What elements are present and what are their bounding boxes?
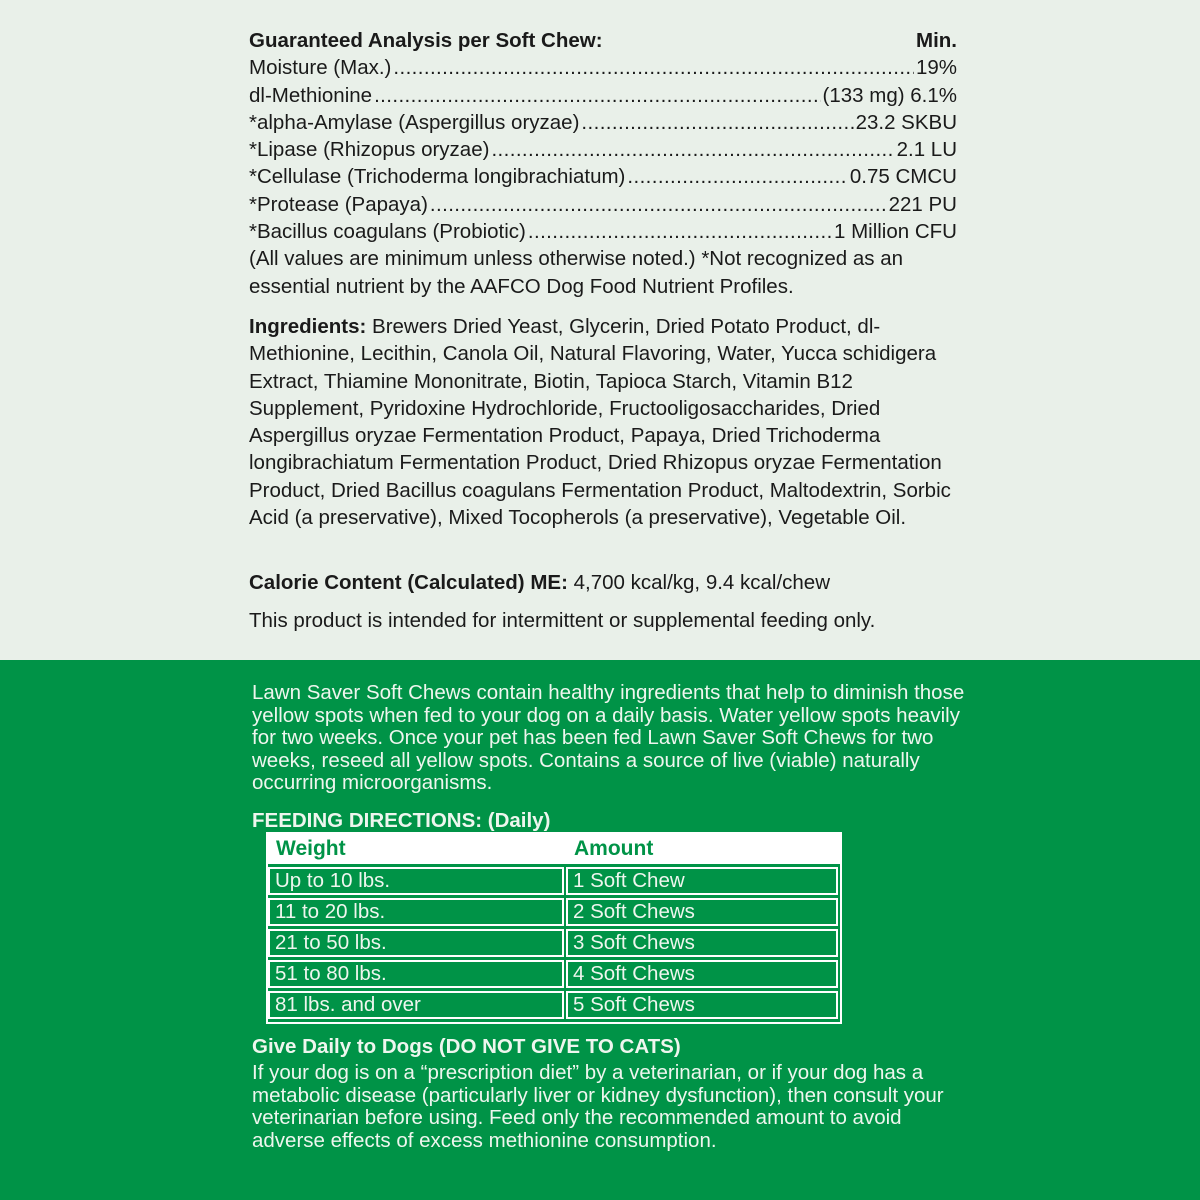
analysis-note: (All values are minimum unless otherwise noted.) *Not recognized as an essential nutrient by the AAFCO Dog Food Nutrient Profiles.: [249, 247, 904, 298]
guaranteed-analysis: [249, 27, 957, 300]
dot-leader: [393, 54, 914, 81]
analysis-header: [249, 27, 957, 54]
analysis-name: *Lipase (Rhizopus oryzae): [249, 138, 490, 162]
ingredients-paragraph: [249, 313, 959, 531]
ingredients-text: Brewers Dried Yeast, Glycerin, Dried Potato Product, dl-Methionine, Lecithin, Canola Oil, Natural Flavoring, Water, Yucca schidigera Extract, Thiamine Mononitrate, Biotin, Tapioca Starch, Vitamin B12 Supplement, Pyridoxine Hydrochloride, Fructooligosaccharides, Dried Aspergillus oryzae Fermentation Product, Papaya, Dried Trichoderma longibrachiatum Fermentation Product, Dried Rhizopus oryzae Fermentation Product, Dried Bacillus coagulans Fermentation Product, Maltodextrin, Sorbic Acid (a preservative), Mixed Tocopherols (a preservative), Vegetable Oil.: [249, 315, 951, 530]
analysis-min-label: Min.: [916, 29, 957, 52]
dot-leader: [528, 218, 832, 245]
feeding-table-header: [268, 834, 840, 864]
weight-header: Weight: [276, 837, 346, 860]
amount-cell: 2 Soft Chews: [566, 898, 838, 926]
table-row: [268, 991, 840, 1019]
analysis-row: [249, 218, 957, 245]
analysis-value: 19%: [915, 56, 957, 80]
amount-cell: 4 Soft Chews: [566, 960, 838, 988]
weight-cell: 51 to 80 lbs.: [268, 960, 564, 988]
amount-cell: 5 Soft Chews: [566, 991, 838, 1019]
analysis-row: [249, 109, 957, 136]
analysis-row: [249, 136, 957, 163]
analysis-row: [249, 163, 957, 190]
analysis-name: *Cellulase (Trichoderma longibrachiatum): [249, 165, 626, 189]
calorie-text: 4,700 kcal/kg, 9.4 kcal/chew: [573, 571, 831, 594]
analysis-value: 23.2 SKBU: [855, 110, 957, 134]
analysis-value: (133 mg) 6.1%: [822, 83, 957, 107]
analysis-value: 0.75 CMCU: [849, 165, 957, 189]
analysis-name: *Protease (Papaya): [249, 192, 428, 216]
analysis-name: Moisture (Max.): [249, 56, 392, 80]
dot-leader: [430, 191, 887, 218]
analysis-value: 221 PU: [888, 192, 957, 216]
dot-leader: [374, 82, 820, 109]
weight-cell: 21 to 50 lbs.: [268, 929, 564, 957]
analysis-value: 1 Million CFU: [833, 220, 957, 244]
table-row: [268, 867, 840, 895]
analysis-name: *Bacillus coagulans (Probiotic): [249, 220, 526, 244]
table-row: [268, 929, 840, 957]
amount-cell: 1 Soft Chew: [566, 867, 838, 895]
warning-title: Give Daily to Dogs (DO NOT GIVE TO CATS): [252, 1035, 681, 1058]
analysis-heading: Guaranteed Analysis per Soft Chew:: [249, 29, 603, 52]
feeding-directions-title: FEEDING DIRECTIONS: (Daily): [252, 809, 551, 832]
product-intro: Lawn Saver Soft Chews contain healthy ingredients that help to diminish those yellow spots when fed to your dog on a daily basis. Water yellow spots heavily for two weeks. Once your pet has been fed Lawn Saver Soft Chews for two weeks, reseed all yellow spots. Contains a source of live (viable) naturally occurring microorganisms.: [252, 681, 965, 794]
calorie-label: Calorie Content (Calculated) ME:: [249, 571, 568, 594]
analysis-row: [249, 82, 957, 109]
weight-cell: Up to 10 lbs.: [268, 867, 564, 895]
warning-text: If your dog is on a “prescription diet” by a veterinarian, or if your dog has a metabolic disease (particularly liver or kidney dysfunction), then consult your veterinarian before using. Feed only the recommended amount to avoid adverse effects of excess methionine consumption.: [252, 1061, 944, 1152]
table-row: [268, 898, 840, 926]
feeding-table: [266, 832, 842, 1024]
weight-cell: 11 to 20 lbs.: [268, 898, 564, 926]
analysis-row: [249, 191, 957, 218]
ingredients-label: Ingredients:: [249, 315, 367, 338]
amount-header: Amount: [574, 837, 654, 860]
table-row: [268, 960, 840, 988]
analysis-name: *alpha-Amylase (Aspergillus oryzae): [249, 110, 580, 134]
dot-leader: [627, 163, 848, 190]
analysis-value: 2.1 LU: [896, 138, 957, 162]
dot-leader: [491, 136, 894, 163]
calorie-content: [249, 569, 959, 596]
weight-cell: 81 lbs. and over: [268, 991, 564, 1019]
dot-leader: [581, 109, 853, 136]
intermittent-feeding-note: This product is intended for intermittent or supplemental feeding only.: [249, 609, 876, 632]
analysis-row: [249, 54, 957, 81]
analysis-name: dl-Methionine: [249, 83, 373, 107]
amount-cell: 3 Soft Chews: [566, 929, 838, 957]
